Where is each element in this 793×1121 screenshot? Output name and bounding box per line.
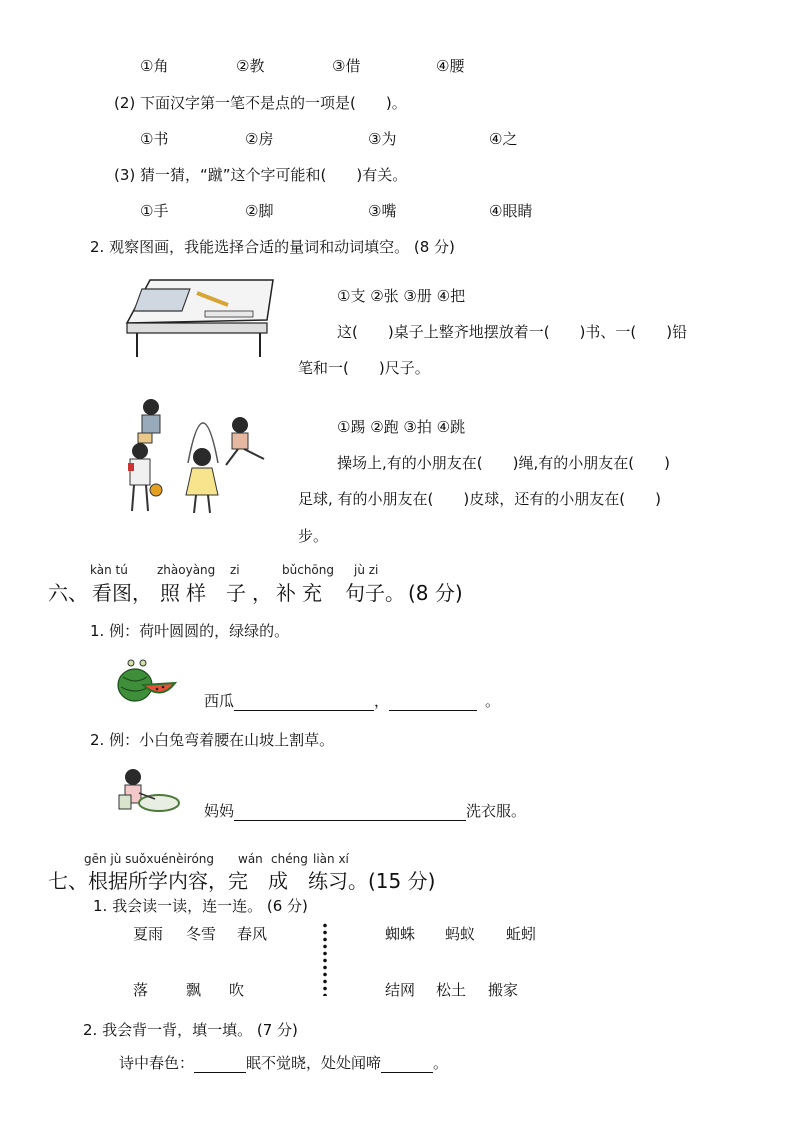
pinyin: chéng [271, 852, 308, 866]
poem-fill [119, 1052, 448, 1073]
option: ④之 [489, 130, 518, 148]
match-word[interactable]: 飘 [186, 981, 202, 999]
play-sentence-3: 步。 [298, 527, 329, 545]
s7-question-2: 2. 我会背一背，填一填。 (7 分) [83, 1021, 298, 1039]
example-1-subject: 西瓜 [204, 692, 235, 710]
section-number: 七、 [48, 869, 88, 893]
dotted-divider [323, 922, 327, 996]
match-word[interactable]: 吹 [229, 981, 245, 999]
s7-question-1: 1. 我会读一读，连一连。 (6 分) [93, 897, 308, 915]
pinyin: zhàoyàng [157, 563, 216, 577]
q1-part3: (3) 猜一猜，“蹴”这个字可能和( )有关。 [114, 166, 408, 184]
poem-end: 。 [433, 1054, 449, 1072]
option: ①书 [140, 130, 169, 148]
blank-3[interactable] [234, 802, 466, 821]
q1-part2: (2) 下面汉字第一笔不是点的一项是( )。 [114, 94, 407, 112]
option: ③为 [368, 130, 397, 148]
match-word[interactable]: 结网 [385, 981, 416, 999]
blank-4[interactable] [194, 1054, 246, 1073]
desk-sentence-2: 笔和一( )尺子。 [298, 359, 430, 377]
match-word[interactable]: 蚂蚁 [445, 925, 476, 943]
play-sentence-2: 足球, 有的小朋友在( )皮球，还有的小朋友在( ) [298, 490, 661, 508]
section-7-heading [48, 865, 435, 894]
section-6-word: 子， [226, 581, 278, 605]
option: ②脚 [245, 202, 274, 220]
desk-illustration [125, 275, 275, 360]
match-word[interactable]: 冬雪 [186, 925, 217, 943]
poem-label: 诗中春色： [119, 1054, 195, 1072]
example-2-end: 洗衣服。 [466, 802, 527, 820]
match-word[interactable]: 春风 [237, 925, 268, 943]
match-word[interactable]: 蚯蚓 [506, 925, 537, 943]
option: ③嘴 [368, 202, 397, 220]
pinyin: wán [238, 852, 263, 866]
match-word[interactable]: 搬家 [488, 981, 519, 999]
option: ②教 [236, 57, 265, 75]
option: ②房 [245, 130, 274, 148]
section-6-heading [48, 577, 88, 606]
period: 。 [485, 692, 501, 710]
match-word[interactable]: 夏雨 [133, 925, 164, 943]
section-6-word: 照样 [160, 581, 212, 605]
blank-5[interactable] [381, 1054, 433, 1073]
washing-illustration [113, 765, 181, 817]
option: ④眼睛 [489, 202, 533, 220]
pinyin: zi [230, 563, 240, 577]
section-6-score: (8 分) [408, 581, 463, 605]
play-options: ①踢 ②跑 ③拍 ④跳 [337, 418, 466, 436]
pinyin: bǔchōng [282, 563, 334, 577]
comma: ， [374, 692, 390, 710]
match-word[interactable]: 落 [133, 981, 149, 999]
section-6-word: 看图， [92, 581, 152, 605]
desk-options: ①支 ②张 ③册 ④把 [337, 287, 466, 305]
match-word[interactable]: 松土 [436, 981, 467, 999]
section-6-word: 句子。 [345, 581, 405, 605]
pinyin: gēn jù suǒxuénèiróng [84, 852, 215, 866]
example-1-answer [204, 690, 500, 711]
example-2: 2. 例：小白兔弯着腰在山坡上割草。 [90, 731, 335, 749]
desk-sentence-1: 这( )桌子上整齐地摆放着一( )书、一( )铅 [337, 323, 688, 341]
pinyin: kàn tú [90, 563, 128, 577]
play-sentence-1: 操场上,有的小朋友在( )绳,有的小朋友在( ) [337, 454, 670, 472]
watermelon-illustration [113, 655, 181, 705]
playground-illustration [118, 393, 278, 521]
match-word[interactable]: 蜘蛛 [385, 925, 416, 943]
section-7-score: (15 分) [368, 869, 436, 893]
example-2-subject: 妈妈 [204, 802, 235, 820]
example-2-answer [204, 800, 526, 821]
poem-line: 眠不觉晓，处处闻啼 [246, 1054, 382, 1072]
section-6-word: 补充 [276, 581, 328, 605]
pinyin: liàn xí [313, 852, 349, 866]
example-1: 1. 例：荷叶圆圆的，绿绿的。 [90, 622, 290, 640]
option: ④腰 [436, 57, 465, 75]
section-7-title: 根据所学内容，完 成 练习。 [88, 869, 368, 893]
section-number: 六、 [48, 581, 88, 605]
pinyin: jù zi [354, 563, 379, 577]
blank-2[interactable] [389, 692, 477, 711]
blank-1[interactable] [234, 692, 374, 711]
option: ③借 [332, 57, 361, 75]
q2-title: 2. 观察图画，我能选择合适的量词和动词填空。 (8 分) [90, 238, 455, 256]
option: ①手 [140, 202, 169, 220]
option: ①角 [140, 57, 169, 75]
